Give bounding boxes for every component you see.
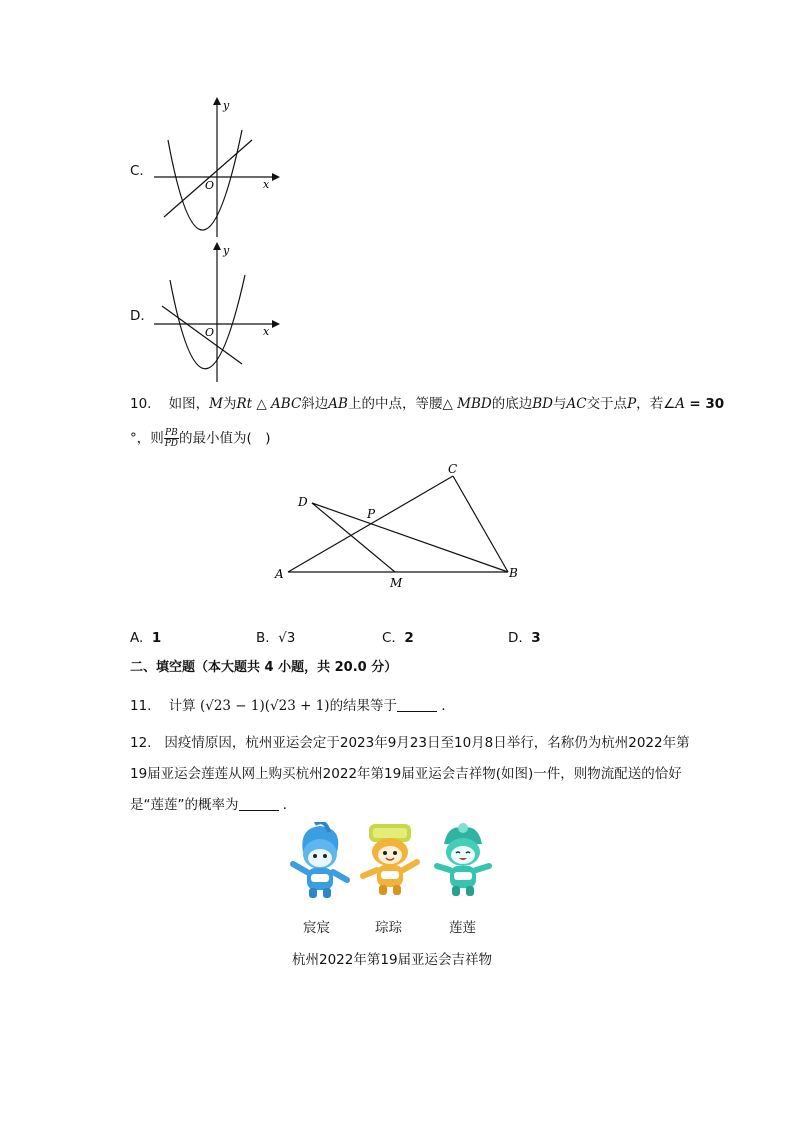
graph-option-c	[150, 95, 280, 240]
question-12-line2: 19届亚运会莲莲从网上购买杭州2022年第19届亚运会吉祥物(如图)一件，则物流配送的恰好	[130, 766, 682, 782]
triangle-figure	[270, 455, 530, 595]
question-12-line3: 是“莲莲”的概率为 ．	[130, 797, 297, 813]
question-11: 11. 计算 (√23 − 1)(√23 + 1)的结果等于 ．	[130, 698, 455, 714]
label-p: P	[367, 507, 376, 521]
question-10-line2: °，则 $\frac{PB}{PD}$ 的最小值为( )	[130, 428, 271, 449]
mascot-name-chenchen: 宸宸	[303, 920, 330, 936]
mascot-congcong-image	[355, 820, 425, 900]
question-12-line1: 12. 因疫情原因，杭州亚运会定于2023年9月23日至10月8日举行，名称仍为杭州2022年第	[130, 735, 690, 751]
fraction-pb-pd: $\frac{PB}{PD}$	[164, 428, 179, 449]
question-10-line1: 10. 如图，M为Rt △ ABC斜边AB上的中点，等腰△ MBD的底边BD与AC交于点P，若∠A = 30	[130, 396, 725, 412]
origin-label: O	[205, 179, 215, 192]
label-c: C	[448, 462, 458, 476]
section-heading: 二、填空题（本大题共 4 小题，共 20.0 分）	[130, 660, 398, 675]
answer-blank	[397, 697, 437, 712]
q10-option-c: C. 2	[382, 630, 414, 646]
x-axis-label: x	[263, 178, 270, 191]
label-m: M	[390, 576, 403, 590]
label-b: B	[509, 566, 518, 580]
label-d: D	[298, 495, 308, 509]
q10-option-d: D. 3	[508, 630, 541, 646]
graph-option-d	[150, 240, 280, 385]
mascot-lianlian-image	[428, 822, 498, 902]
svg-text:O: O	[205, 326, 215, 339]
q10-option-b: B. √3	[256, 630, 296, 646]
label-a: A	[275, 567, 284, 581]
mascot-chenchen-image	[285, 822, 355, 902]
q10-option-a: A. 1	[130, 630, 162, 646]
mascot-name-lianlian: 莲莲	[449, 920, 476, 936]
svg-text:y: y	[223, 244, 230, 257]
mascot-name-congcong: 琮琮	[375, 920, 402, 936]
option-c-label: C.	[130, 163, 144, 179]
mascot-caption: 杭州2022年第19届亚运会吉祥物	[292, 952, 493, 968]
option-d-label: D.	[130, 308, 145, 324]
answer-blank	[239, 796, 279, 811]
svg-text:x: x	[263, 325, 270, 338]
y-axis-label: y	[223, 99, 230, 112]
